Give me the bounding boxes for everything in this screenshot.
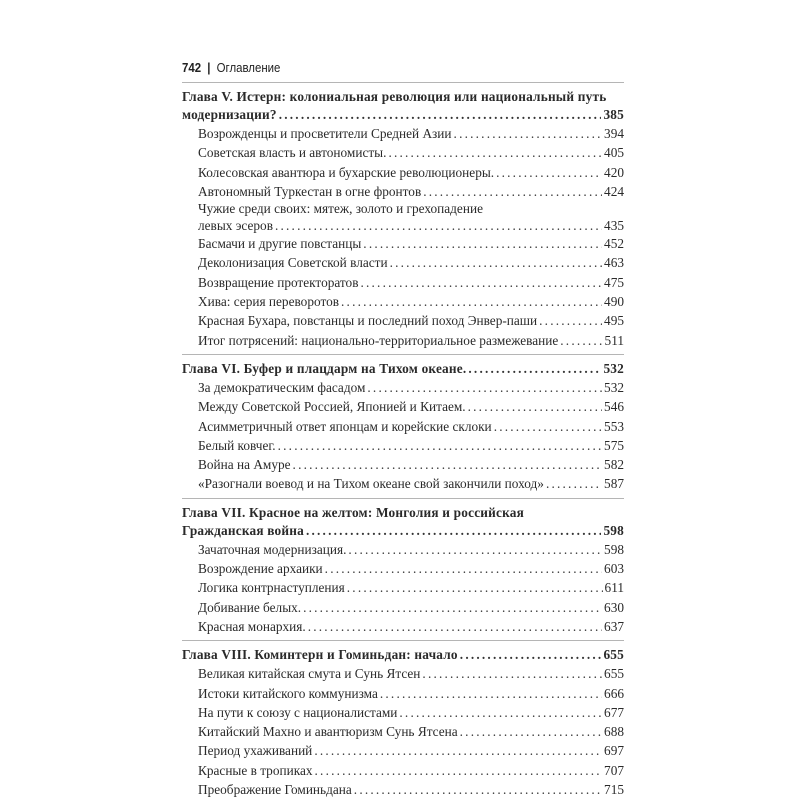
dot-leader <box>315 761 603 780</box>
toc-entry[interactable] <box>182 397 624 416</box>
dot-leader <box>539 311 602 330</box>
dot-leader <box>325 559 602 578</box>
page-ref: 575 <box>604 437 624 453</box>
page-ref: 424 <box>604 183 624 199</box>
entry-title: Красные в тропиках <box>198 762 313 778</box>
entry-title: Асимметричный ответ японцам и корейские склоки <box>198 418 492 434</box>
dot-leader <box>546 474 602 493</box>
dot-leader <box>363 234 602 253</box>
entry-title: Великая китайская смута и Сунь Ятсен <box>198 666 421 682</box>
page-ref: 463 <box>604 255 624 271</box>
entry-title: За демократическим фасадом <box>198 379 366 395</box>
chapter-title: Глава VI. Буфер и плацдарм на Тихом океане. <box>182 360 467 376</box>
book-page <box>182 58 624 803</box>
dot-leader <box>422 664 602 683</box>
dot-leader <box>367 378 602 397</box>
running-title: Оглавление <box>216 60 281 75</box>
entry-title: Хива: серия переворотов <box>198 294 340 310</box>
entry-title: Между Советской Россией, Японией и Китаем. <box>198 399 466 415</box>
entry-title: Автономный Туркестан в огне фронтов <box>198 183 422 199</box>
dot-leader <box>494 417 602 436</box>
page-ref: 546 <box>604 399 624 415</box>
dot-leader <box>390 253 602 272</box>
entry-title: Красная Бухара, повстанцы и последний поход Энвер-паши <box>198 313 538 329</box>
chapter-entry[interactable] <box>182 106 624 124</box>
page-ref: 405 <box>604 145 624 161</box>
page-ref: 587 <box>604 476 624 492</box>
entry-title: левых эсеров <box>198 218 273 234</box>
page-ref: 385 <box>603 107 624 122</box>
toc-entry[interactable] <box>182 292 624 311</box>
page-ref: 511 <box>604 332 624 348</box>
page-ref: 666 <box>604 685 624 701</box>
page-ref: 490 <box>604 294 624 310</box>
entry-title-line: Чужие среди своих: мятеж, золото и грехопадение <box>198 201 483 217</box>
toc-entry[interactable] <box>182 273 624 292</box>
page-ref: 630 <box>604 599 624 615</box>
chapter-section <box>182 82 624 350</box>
chapter-title: Гражданская война <box>182 522 304 538</box>
chapter-title: Глава VIII. Коминтерн и Гоминьдан: начало <box>182 647 458 663</box>
entry-title: На пути к союзу с националистами <box>198 704 398 720</box>
toc-entry[interactable] <box>182 578 624 597</box>
page-ref: 532 <box>604 379 624 395</box>
table-of-contents <box>182 82 624 799</box>
dot-leader <box>348 540 602 559</box>
toc-entry[interactable] <box>182 378 624 397</box>
page-ref: 655 <box>604 666 624 682</box>
dot-leader <box>275 217 602 234</box>
dot-leader <box>468 397 602 416</box>
page-ref: 532 <box>603 360 624 376</box>
entry-title: Война на Амуре <box>198 457 291 473</box>
toc-entry[interactable] <box>182 163 624 182</box>
page-ref: 598 <box>603 522 624 538</box>
dot-leader <box>341 292 602 311</box>
dot-leader <box>560 331 602 350</box>
toc-entry[interactable] <box>182 217 624 234</box>
dot-leader <box>303 598 602 617</box>
dot-leader <box>347 578 603 597</box>
toc-entry[interactable] <box>182 761 624 780</box>
dot-leader <box>496 163 602 182</box>
page-ref: 688 <box>604 724 624 740</box>
chapter-section <box>182 640 624 799</box>
toc-entry[interactable] <box>182 684 624 703</box>
dot-leader <box>279 106 602 124</box>
toc-entry[interactable] <box>182 234 624 253</box>
toc-entry[interactable] <box>182 182 624 201</box>
toc-entry[interactable] <box>182 331 624 350</box>
entry-title: Возвращение протекторатов <box>198 274 359 290</box>
toc-entry[interactable] <box>182 722 624 741</box>
entry-title: Период ухаживаний <box>198 743 313 759</box>
toc-entry[interactable] <box>182 617 624 636</box>
dot-leader <box>454 124 603 143</box>
entry-title: Возрождение архаики <box>198 561 323 577</box>
dot-leader <box>468 360 601 378</box>
toc-entry[interactable] <box>182 474 624 493</box>
toc-entry[interactable] <box>182 540 624 559</box>
toc-entry[interactable] <box>182 417 624 436</box>
toc-entry[interactable] <box>182 143 624 162</box>
dot-leader <box>360 273 602 292</box>
page-ref: 697 <box>604 743 624 759</box>
toc-entry[interactable] <box>182 559 624 578</box>
toc-entry[interactable] <box>182 780 624 799</box>
page-ref: 475 <box>604 274 624 290</box>
entry-title: Басмачи и другие повстанцы <box>198 236 362 252</box>
dot-leader <box>278 436 602 455</box>
entry-title: Зачаточная модернизация. <box>198 541 347 557</box>
toc-entry[interactable] <box>182 311 624 330</box>
dot-leader <box>460 646 602 664</box>
dot-leader <box>388 143 602 162</box>
entry-title: Преображение Гоминьдана <box>198 782 352 798</box>
toc-entry[interactable] <box>182 253 624 272</box>
page-ref: 582 <box>604 457 624 473</box>
entry-title: Колесовская авантюра и бухарские революционеры. <box>198 164 495 180</box>
dot-leader <box>308 617 602 636</box>
dot-leader <box>293 455 603 474</box>
entry-title: Советская власть и автономисты. <box>198 145 387 161</box>
page-ref: 677 <box>604 704 624 720</box>
page-ref: 452 <box>604 236 624 252</box>
chapter-title-line: Глава V. Истерн: колониальная революция или национальный путь <box>182 89 607 104</box>
toc-entry[interactable] <box>182 703 624 722</box>
page-number: 742 <box>182 60 202 75</box>
chapter-title: модернизации? <box>182 107 277 122</box>
dot-leader <box>380 684 602 703</box>
page-ref: 611 <box>604 580 624 596</box>
chapter-title-line: Глава VII. Красное на желтом: Монголия и российская <box>182 504 525 520</box>
page-ref: 394 <box>604 126 624 141</box>
toc-entry[interactable] <box>182 455 624 474</box>
separator: | <box>207 60 211 75</box>
toc-entry[interactable] <box>182 598 624 617</box>
chapter-entry[interactable] <box>182 522 624 540</box>
chapter-section <box>182 354 624 494</box>
entry-title: Истоки китайского коммунизма <box>198 685 378 701</box>
toc-entry[interactable] <box>182 741 624 760</box>
page-ref: 420 <box>604 164 624 180</box>
chapter-entry[interactable] <box>182 360 624 378</box>
entry-title: Логика контрнаступления <box>198 580 345 596</box>
running-head <box>182 58 571 78</box>
dot-leader <box>354 780 602 799</box>
dot-leader <box>306 522 601 540</box>
page-ref: 603 <box>604 561 624 577</box>
dot-leader <box>314 741 602 760</box>
toc-entry[interactable] <box>182 664 624 683</box>
entry-title: Итог потрясений: национально-территориальное размежевание <box>198 332 559 348</box>
entry-title: «Разогнали воевод и на Тихом океане свой закончили поход» <box>198 476 544 492</box>
entry-title: Деколонизация Советской власти <box>198 255 388 271</box>
dot-leader <box>460 722 602 741</box>
page-ref: 655 <box>603 647 624 663</box>
page-ref: 637 <box>604 618 624 634</box>
page-ref: 495 <box>604 313 624 329</box>
dot-leader <box>423 182 602 201</box>
entry-title: Добивание белых. <box>198 599 302 615</box>
page-ref: 715 <box>604 782 624 798</box>
entry-title: Возрожденцы и просветители Средней Азии <box>198 126 452 141</box>
page-ref: 435 <box>604 218 624 234</box>
entry-title: Красная монархия. <box>198 618 306 634</box>
page-ref: 707 <box>604 762 624 778</box>
chapter-section <box>182 498 624 636</box>
entry-title: Белый ковчег. <box>198 437 276 453</box>
toc-entry[interactable] <box>182 124 624 143</box>
toc-entry[interactable] <box>182 436 624 455</box>
entry-title: Китайский Махно и авантюризм Сунь Ятсена <box>198 724 458 740</box>
page-ref: 553 <box>604 418 624 434</box>
page-ref: 598 <box>604 541 624 557</box>
dot-leader <box>399 703 602 722</box>
chapter-entry[interactable] <box>182 646 624 664</box>
